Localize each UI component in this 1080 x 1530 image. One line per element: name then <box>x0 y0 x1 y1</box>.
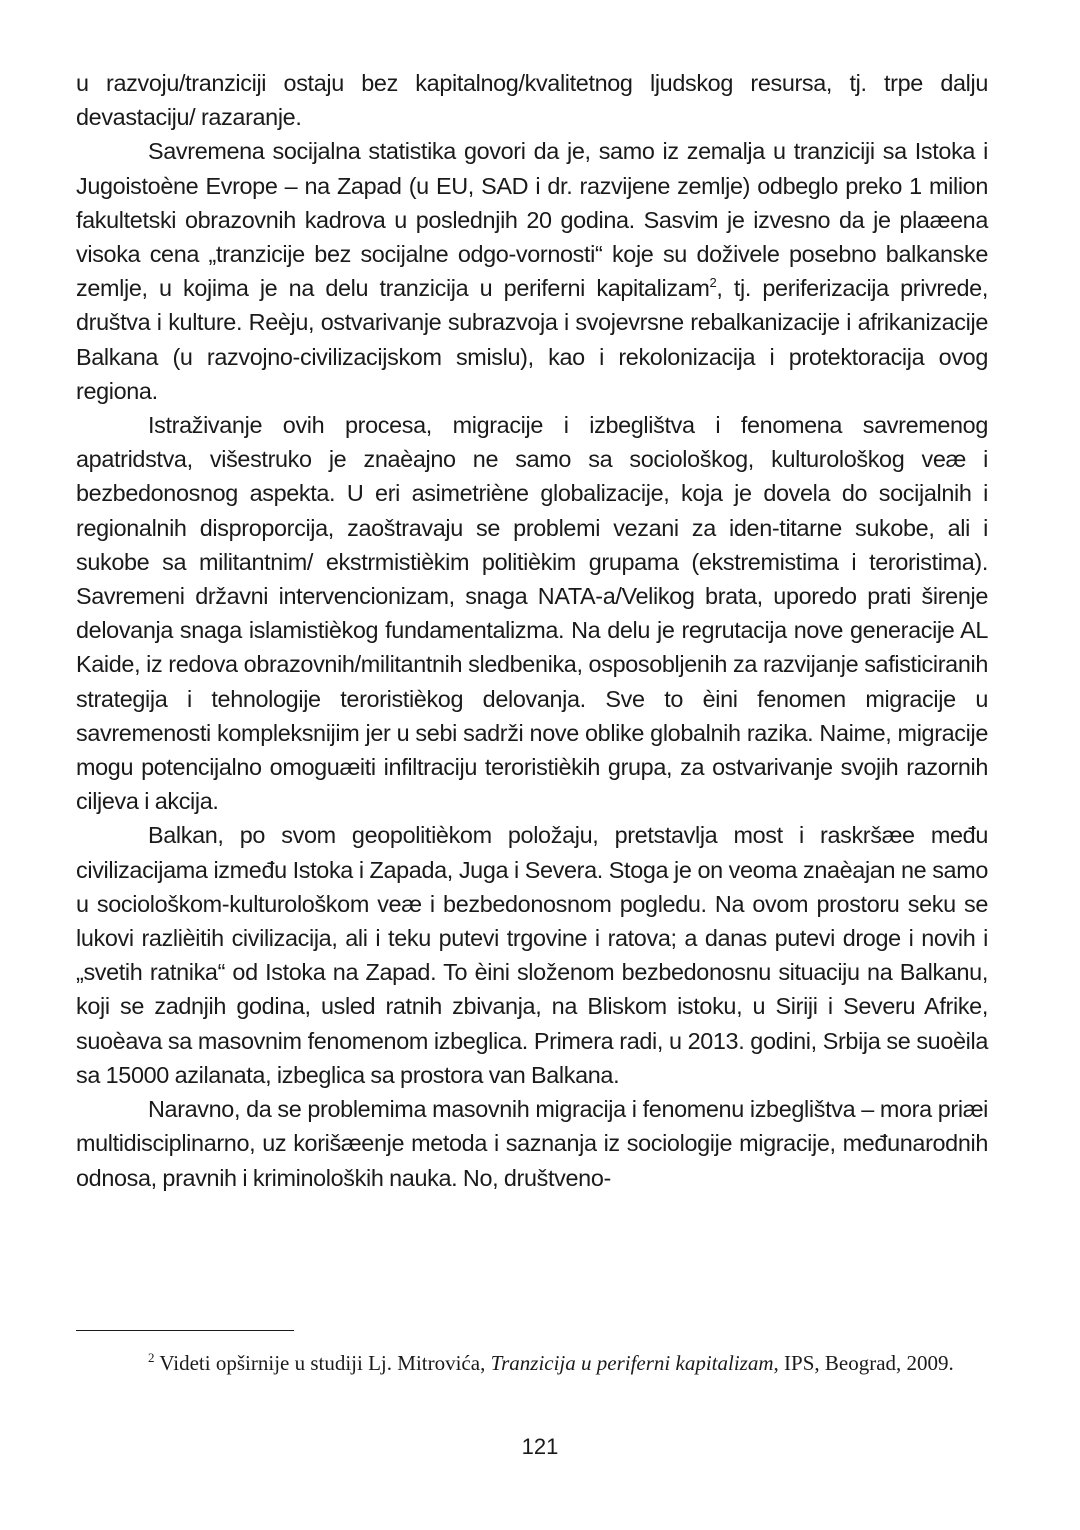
paragraph-statistics <box>76 134 988 408</box>
paragraph-balkan <box>76 818 988 1092</box>
paragraph-text: , tj. periferizacija privrede, društva i kulture. Reèju, ostvarivanje subrazvoja i svojevrsne rebalkanizacije i afrikanizacije Balkana (u razvojno-civilizacijskom smislu), kao i rekolonizacija i protektoracija ovog regiona. <box>76 275 988 404</box>
page-number: 121 <box>521 1434 559 1459</box>
footnote-cited-title: Tranzicija u periferni kapitalizam <box>490 1351 774 1375</box>
paragraph-text: Istraživanje ovih procesa, migracije i izbeglištva i fenomena savremenog apatridstva, višestruko je znaèajno ne samo sa sociološkog, kulturološkog veæ i bezbedonosnog aspekta. U eri asimetriène globalizacije, koja je dovela do socijalnih i regionalnih disproporcija, zaoštravaju se problemi vezani za iden-titarne sukobe, ali i sukobe sa militantnim/ ekstrmistièkim politièkim grupama (ekstremistima i teroristima). Savremeni državni intervencionizam, snaga NATA-a/Velikog brata, uporedo prati širenje delovanja snaga islamistièkog fundamentalizma. Na delu je regrutacija nove generacije AL Kaide, iz redova obrazovnih/militantnih sledbenika, osposobljenih za razvijanje safisticiranih strategija i tehnologije teroristièkog delovanja. Sve to èini fenomen migracije u savremenosti kompleksnijim jer u sebi sadrži nove oblike globalnih razika. Naime, migracije mogu potencijalno omoguæiti infiltraciju teroristièkih grupa, za ostvarivanje svojih razornih ciljeva i akcija. <box>76 412 988 815</box>
footnote-text: , IPS, Beograd, 2009. <box>773 1351 954 1375</box>
main-text <box>76 66 988 1195</box>
footnote-number: 2 <box>148 1350 155 1365</box>
footnote-divider <box>76 1330 294 1331</box>
paragraph-text: Naravno, da se problemima masovnih migracija i fenomenu izbeglištva – mora priæi multidisciplinarno, uz korišæenje metoda i saznanja iz sociologije migracije, međunarodnih odnosa, pravnih i kriminoloških nauka. No, društveno- <box>76 1096 988 1191</box>
paragraph-text: u razvoju/tranziciji ostaju bez kapitalnog/kvalitetnog ljudskog resursa, tj. trpe dalju devastaciju/ razaranje. <box>76 70 988 131</box>
footnote-text: Videti opširnije u studiji Lj. Mitrovića, <box>159 1351 491 1375</box>
page-body <box>76 66 988 1195</box>
paragraph-continuation <box>76 66 988 134</box>
footnote <box>76 1348 988 1378</box>
paragraph-research <box>76 408 988 818</box>
paragraph-multidisciplinary <box>76 1092 988 1195</box>
footnote-reference[interactable]: 2 <box>709 275 717 291</box>
paragraph-text: Savremena socijalna statistika govori da je, samo iz zemalja u tranziciji sa Istoka i Jugoistoène Evrope – na Zapad (u EU, SAD i dr. razvijene zemlje) odbeglo preko 1 milion fakultetski obrazovnih kadrova u poslednjih 20 godina. Sasvim je izvesno da je plaæena visoka cena „tranzicije bez socijalne odgo-vornosti“ koje su doživele posebno balkanske zemlje, u kojima je na delu tranzicija u periferni kapitalizam <box>76 138 988 302</box>
paragraph-text: Balkan, po svom geopolitièkom položaju, pretstavlja most i raskršæe među civilizacijama između Istoka i Zapada, Juga i Severa. Stoga je on veoma znaèajan ne samo u sociološkom-kulturološkom veæ i bezbedonosnom pogledu. Na ovom prostoru seku se lukovi razlièitih civilizacija, ali i teku putevi trgovine i ratova; a danas putevi droge i novih i „svetih ratnika“ od Istoka na Zapad. To èini složenom bezbedonosnu situaciju na Balkanu, koji se zadnjih godina, usled ratnih zbivanja, na Bliskom istoku, u Siriji i Severu Afrike, suoèava sa masovnim fenomenom izbeglica. Primera radi, u 2013. godini, Srbija se suoèila sa 15000 azilanata, izbeglica sa prostora van Balkana. <box>76 822 988 1088</box>
